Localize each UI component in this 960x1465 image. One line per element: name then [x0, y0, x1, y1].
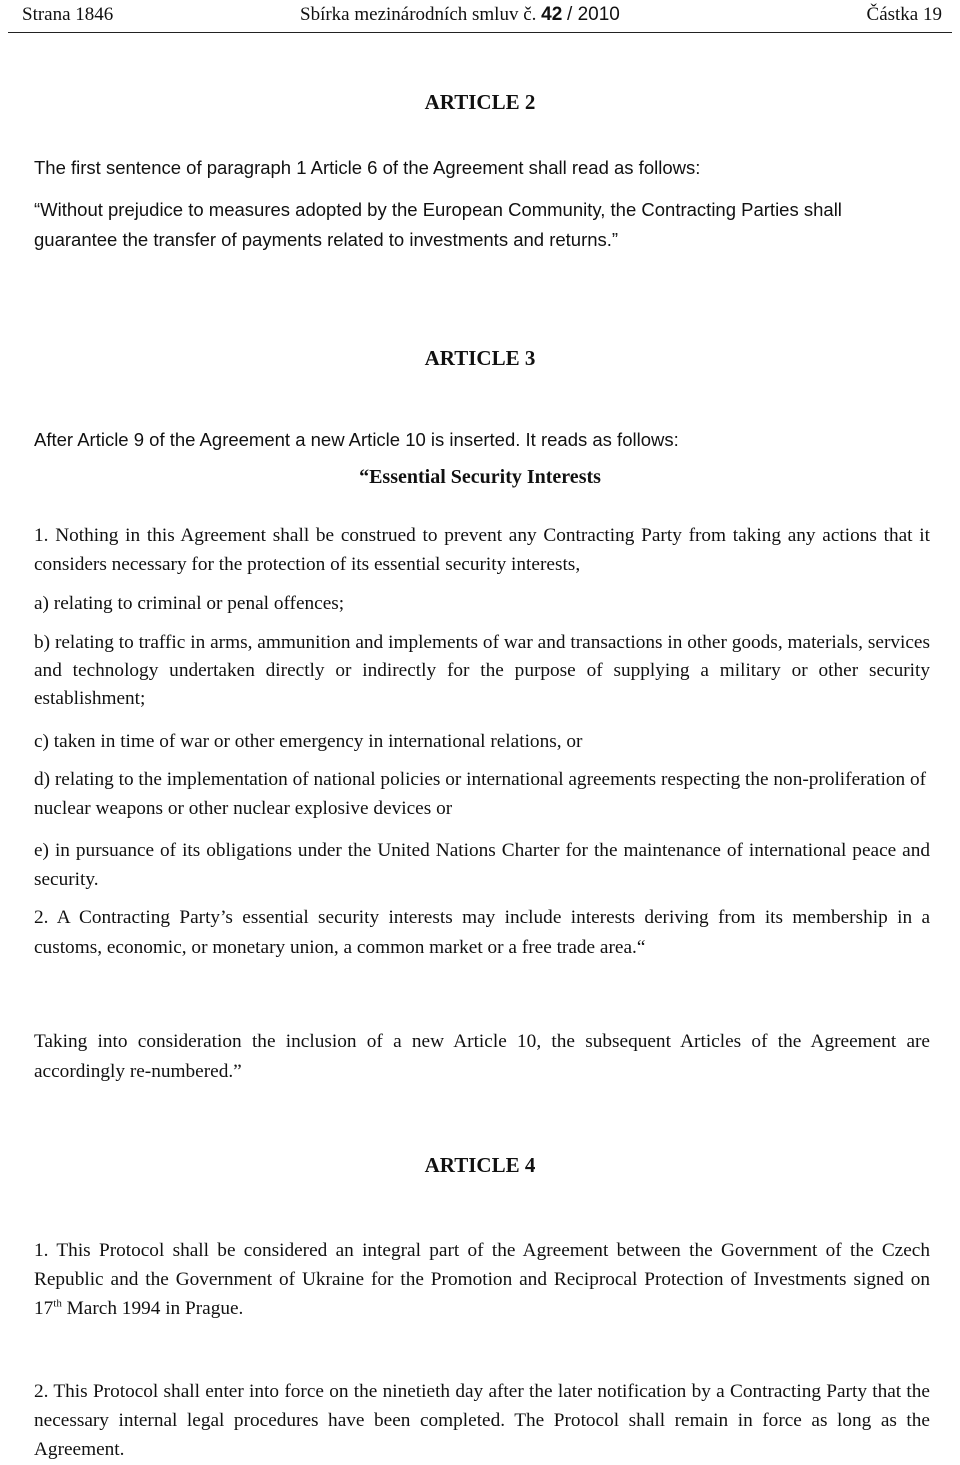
header-rule [8, 32, 952, 33]
article-3-item-e: e) in pursuance of its obligations under the United Nations Charter for the maintenance of international peace and security. [34, 840, 930, 890]
article-3-paragraph-2: 2. A Contracting Party’s essential security interests may include interests deriving from its membership in a customs, economic, or monetary union, a common market or a free trade area.“ [34, 907, 930, 958]
article-2-intro: The first sentence of paragraph 1 Article 6 of the Agreement shall read as follows: [34, 157, 701, 178]
article-3-item-a: a) relating to criminal or penal offences; [34, 593, 345, 614]
article-4-paragraph-1-text: 1. This Protocol shall be considered an integral part of the Agreement between the Government of the Czech Republic and the Government of Ukraine for the Promotion and Reciprocal Protection of Investments signed on 17 [34, 1240, 930, 1319]
article-4-paragraph-2: 2. This Protocol shall enter into force on the ninetieth day after the later notification by a Contracting Party that the necessary internal legal procedures have been completed. The Protocol shall remain in force as long as the Agreement. [34, 1381, 930, 1460]
article-4-heading: ARTICLE 4 [424, 1153, 536, 1177]
collection-title [300, 4, 620, 26]
collection-number: 42 [541, 4, 563, 25]
collection-name: Sbírka mezinárodních smluv č. [300, 4, 537, 25]
article-4-paragraph-1-end: March 1994 in Prague. [61, 1298, 244, 1319]
page-header [0, 0, 960, 33]
article-2-heading: ARTICLE 2 [424, 90, 536, 114]
ordinal-suffix: th [53, 1297, 62, 1310]
article-3-item-b: b) relating to traffic in arms, ammunition and implements of war and transactions in other goods, materials, services and technology undertaken directly or indirectly for the purpose of supplying a military or other security establishment; [34, 632, 930, 709]
article-3-closing: Taking into consideration the inclusion of a new Article 10, the subsequent Articles of the Agreement are accordingly re-numbered.” [34, 1031, 930, 1082]
article-3-item-c: c) taken in time of war or other emergency in international relations, or [34, 731, 583, 752]
collection-year: / 2010 [567, 4, 620, 25]
article-3-item-d: d) relating to the implementation of national policies or international agreements respecting the non-proliferation of nuclear weapons or other nuclear explosive devices or [34, 769, 927, 819]
article-2-quote: “Without prejudice to measures adopted by the European Community, the Contracting Parties shall guarantee the transfer of payments related to investments and returns.” [34, 199, 842, 250]
article-3-paragraph-1: 1. Nothing in this Agreement shall be construed to prevent any Contracting Party from taking any actions that it considers necessary for the protection of its essential security interests, [34, 525, 930, 575]
article-3-heading: ARTICLE 3 [424, 346, 536, 370]
article-3-intro: After Article 9 of the Agreement a new Article 10 is inserted. It reads as follows: [34, 429, 679, 450]
page-number: Strana 1846 [22, 4, 114, 25]
article-3-subheading: “Essential Security Interests [359, 466, 601, 488]
part-number: Částka 19 [866, 4, 942, 25]
article-4-paragraph-1 [34, 1236, 930, 1323]
